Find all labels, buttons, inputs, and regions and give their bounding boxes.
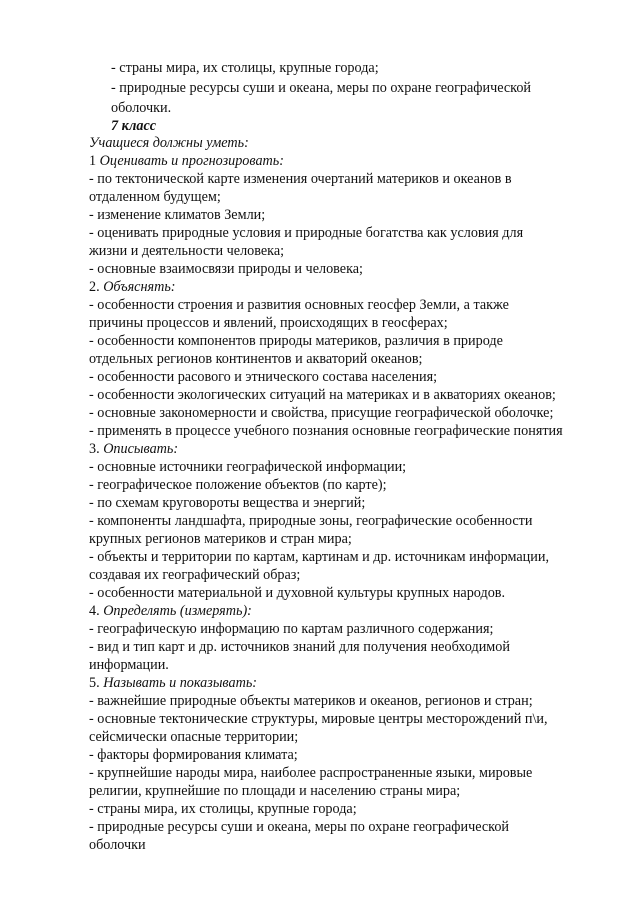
text-line: отдельных регионов континентов и акваторий океанов;: [89, 351, 423, 367]
text-line: - особенности расового и этнического состава населения;: [89, 369, 438, 385]
grade-heading: 7 класс: [111, 118, 157, 134]
text-line: - природные ресурсы суши и океана, меры по охране географической: [111, 80, 532, 96]
text-line: - факторы формирования климата;: [89, 747, 298, 763]
text-line: оболочки: [89, 837, 146, 853]
text-line: - по тектонической карте изменения очертаний материков и океанов в: [89, 171, 512, 187]
text-line: отдаленном будущем;: [89, 189, 221, 205]
section-heading-4: [89, 603, 252, 620]
text-line: сейсмически опасные территории;: [89, 729, 299, 745]
text-line: оболочки.: [111, 100, 172, 116]
text-line: информации.: [89, 657, 169, 673]
section-heading-1: [89, 153, 284, 170]
text-line: - важнейшие природные объекты материков и океанов, регионов и стран;: [89, 693, 533, 709]
section-number: 2.: [89, 279, 104, 295]
text-line: - по схемам круговороты вещества и энергий;: [89, 495, 366, 511]
section-title: Описывать:: [103, 441, 179, 457]
section-heading-5: [89, 675, 257, 692]
section-number: 3.: [89, 441, 104, 457]
text-line: крупных регионов материков и стран мира;: [89, 531, 352, 547]
text-line: - географическое положение объектов (по карте);: [89, 477, 387, 493]
text-line: - особенности материальной и духовной культуры крупных народов.: [89, 585, 506, 601]
text-line: - крупнейшие народы мира, наиболее распространенные языки, мировые: [89, 765, 533, 781]
text-line: - основные взаимосвязи природы и человека;: [89, 261, 363, 277]
section-heading-2: [89, 279, 176, 296]
text-line: - особенности экологических ситуаций на материках и в акваториях океанов;: [89, 387, 556, 403]
text-line: - объекты и территории по картам, картинам и др. источникам информации,: [89, 549, 549, 565]
text-line: - основные источники географической информации;: [89, 459, 407, 475]
text-line: - вид и тип карт и др. источников знаний для получения необходимой: [89, 639, 510, 655]
text-line: причины процессов и явлений, происходящих в геосферах;: [89, 315, 448, 331]
text-line: - оценивать природные условия и природные богатства как условия для: [89, 225, 524, 241]
text-line: - основные тектонические структуры, мировые центры месторождений п\и,: [89, 711, 548, 727]
section-number: 4.: [89, 603, 104, 619]
text-line: - природные ресурсы суши и океана, меры по охране географической: [89, 819, 510, 835]
section-title: Называть и показывать:: [103, 675, 258, 691]
text-line: - страны мира, их столицы, крупные города;: [89, 801, 357, 817]
text-line: - применять в процессе учебного познания основные географические понятия: [89, 423, 563, 439]
section-number: 5.: [89, 675, 104, 691]
section-intro: Учащиеся должны уметь:: [89, 135, 249, 151]
text-line: создавая их географический образ;: [89, 567, 301, 583]
section-heading-3: [89, 441, 178, 458]
text-line: - изменение климатов Земли;: [89, 207, 266, 223]
text-line: религии, крупнейшие по площади и населению страны мира;: [89, 783, 461, 799]
text-line: - компоненты ландшафта, природные зоны, географические особенности: [89, 513, 533, 529]
section-title: Определять (измерять):: [103, 603, 252, 619]
text-line: - географическую информацию по картам различного содержания;: [89, 621, 494, 637]
text-line: - основные закономерности и свойства, присущие географической оболочке;: [89, 405, 554, 421]
text-line: - особенности строения и развития основных геосфер Земли, а также: [89, 297, 509, 313]
text-line: жизни и деятельности человека;: [89, 243, 285, 259]
text-line: - особенности компонентов природы материков, различия в природе: [89, 333, 503, 349]
text-line: - страны мира, их столицы, крупные города;: [111, 60, 379, 76]
section-number: 1: [89, 153, 100, 169]
section-title: Оценивать и прогнозировать:: [99, 153, 284, 169]
section-title: Объяснять:: [103, 279, 176, 295]
